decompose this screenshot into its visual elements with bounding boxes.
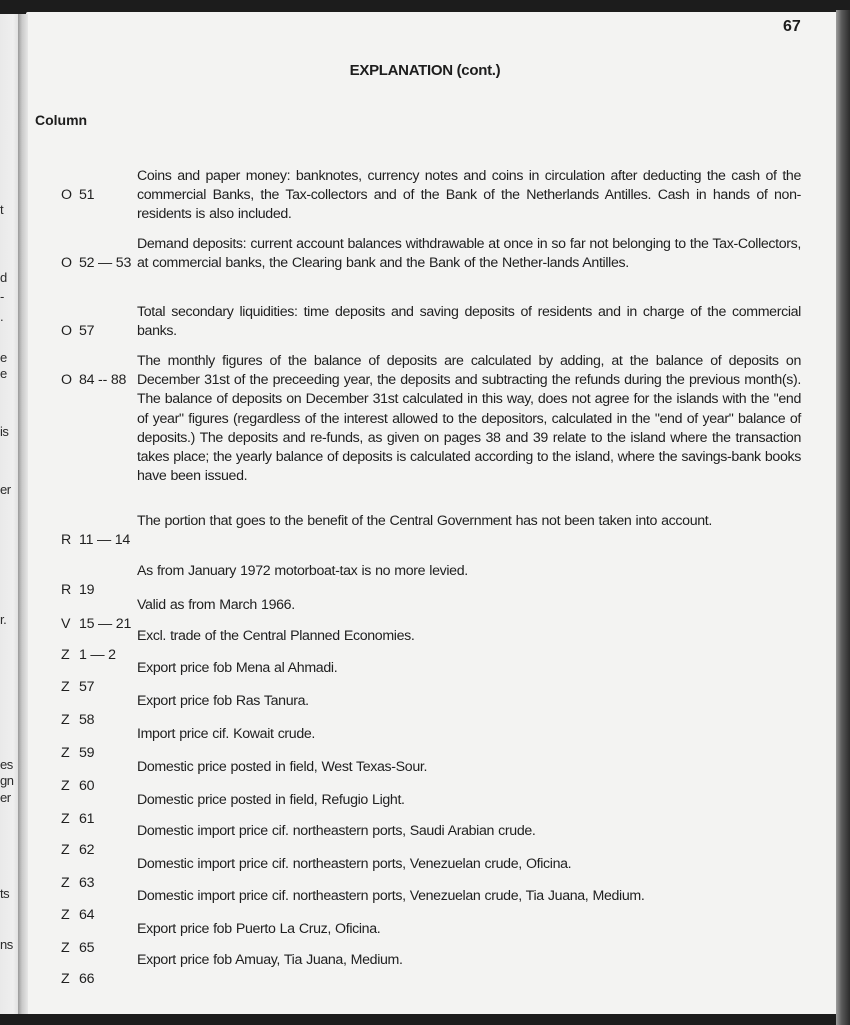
fragment: er	[0, 790, 11, 805]
entry-text: Demand deposits: current account balances withdrawable at once in so far not belonging to the Tax-Collectors, at commercial banks, the Clearing bank and the Bank of the Nether-lands Antilles.	[137, 236, 801, 272]
fragment: e	[0, 350, 7, 365]
fragment: ts	[0, 886, 10, 901]
entry-text: The monthly figures of the balance of deposits are calculated by adding, at the balance of deposits on December 31st of the preceeding year, the deposits and subtracting the refunds during the previous month(s). The balance of deposits on December 31st calculated in this way, does not agree for the islands with the "end of year" figures (regardless of the interest allowed to the depositors, calculated in the "end of year" balance of deposits.) The deposits and re-funds, as given on pages 38 and 39 relate to the island where the transaction takes place; the yearly balance of deposits is calculated according to the island, where the savings-bank books have been issued.	[137, 353, 801, 485]
column-ref	[31, 512, 136, 570]
series-letter: O	[60, 372, 72, 389]
column-numbers: 62	[78, 842, 95, 859]
column-numbers: 84 -- 88	[78, 372, 127, 389]
entry-text: Domestic import price cif. northeastern ports, Venezuelan crude, Oficina.	[137, 856, 572, 872]
column-numbers: 65	[78, 940, 95, 957]
fragment: e	[0, 366, 7, 381]
page-number: 67	[783, 18, 801, 35]
column-numbers: 61	[78, 811, 95, 828]
column-numbers: 64	[78, 907, 95, 924]
entry-text: Export price fob Ras Tanura.	[137, 693, 309, 709]
fragment: t	[0, 202, 4, 217]
page-gutter-shadow	[18, 14, 28, 1014]
column-numbers: 1 — 2	[78, 647, 116, 664]
entry-text: Domestic import price cif. northeastern ports, Venezuelan crude, Tia Juana, Medium.	[137, 888, 645, 904]
entry-text: Domestic import price cif. northeastern ports, Saudi Arabian crude.	[137, 823, 536, 839]
fragment: d	[0, 270, 7, 285]
series-letter: Z	[60, 647, 70, 664]
entry-text: Total secondary liquidities: time deposits and saving deposits of residents and in charge of the commercial banks.	[137, 304, 801, 340]
fragment: .	[0, 309, 4, 324]
column-heading: Column	[35, 112, 88, 128]
entry-text: Valid as from March 1966.	[137, 597, 295, 613]
series-letter: Z	[60, 842, 70, 859]
series-letter: R	[60, 582, 71, 599]
series-letter: O	[60, 255, 72, 272]
series-letter: Z	[60, 679, 70, 696]
fragment: er	[0, 482, 11, 497]
page-title: EXPLANATION (cont.)	[349, 62, 501, 79]
column-numbers: 52 — 53	[78, 255, 132, 272]
fragment: ns	[0, 937, 13, 952]
fragment: gn	[0, 773, 14, 788]
column-ref	[31, 235, 136, 293]
series-letter: O	[60, 323, 72, 340]
entry-text: Export price fob Amuay, Tia Juana, Medium.	[137, 952, 403, 968]
fragment: -	[0, 289, 4, 304]
column-ref	[31, 167, 136, 225]
fragment: is	[0, 424, 9, 439]
column-ref	[31, 352, 136, 410]
series-letter: V	[60, 616, 71, 633]
column-numbers: 51	[78, 187, 95, 204]
series-letter: Z	[60, 875, 70, 892]
fragment: es	[0, 757, 13, 772]
series-letter: Z	[60, 940, 70, 957]
column-numbers: 60	[78, 778, 95, 795]
entry-text: Coins and paper money: banknotes, currency notes and coins in circulation after deducting the cash of the commercial Banks, the Tax-collectors and of the Bank of the Netherlands Antilles. Cash in hands of non-residents is also included.	[137, 168, 801, 223]
column-numbers: 15 — 21	[78, 616, 132, 633]
entry-text: Import price cif. Kowait crude.	[137, 726, 316, 742]
series-letter: O	[60, 187, 72, 204]
entry-text: Domestic price posted in field, West Texas-Sour.	[137, 759, 428, 775]
entry-text: Export price fob Mena al Ahmadi.	[137, 660, 338, 676]
column-numbers: 66	[78, 971, 95, 988]
entry-text: Excl. trade of the Central Planned Economies.	[137, 628, 415, 644]
page-right-edge	[836, 10, 850, 1025]
column-numbers: 57	[78, 679, 95, 696]
series-letter: Z	[60, 811, 70, 828]
column-numbers: 19	[78, 582, 95, 599]
series-letter: Z	[60, 745, 70, 762]
entry-text: Domestic price posted in field, Refugio Light.	[137, 792, 405, 808]
series-letter: Z	[60, 971, 70, 988]
column-numbers: 63	[78, 875, 95, 892]
series-letter: R	[60, 532, 71, 549]
entry-text: As from January 1972 motorboat-tax is no more levied.	[137, 563, 468, 579]
column-numbers: 57	[78, 323, 95, 340]
entry-text: Export price fob Puerto La Cruz, Oficina.	[137, 921, 381, 937]
fragment: r.	[0, 612, 7, 627]
column-ref	[31, 951, 136, 1009]
series-letter: Z	[60, 712, 70, 729]
column-numbers: 58	[78, 712, 95, 729]
column-numbers: 59	[78, 745, 95, 762]
series-letter: Z	[60, 907, 70, 924]
column-numbers: 11 — 14	[78, 532, 131, 549]
series-letter: Z	[60, 778, 70, 795]
entry-text: The portion that goes to the benefit of the Central Government has not been taken into account.	[137, 513, 712, 529]
